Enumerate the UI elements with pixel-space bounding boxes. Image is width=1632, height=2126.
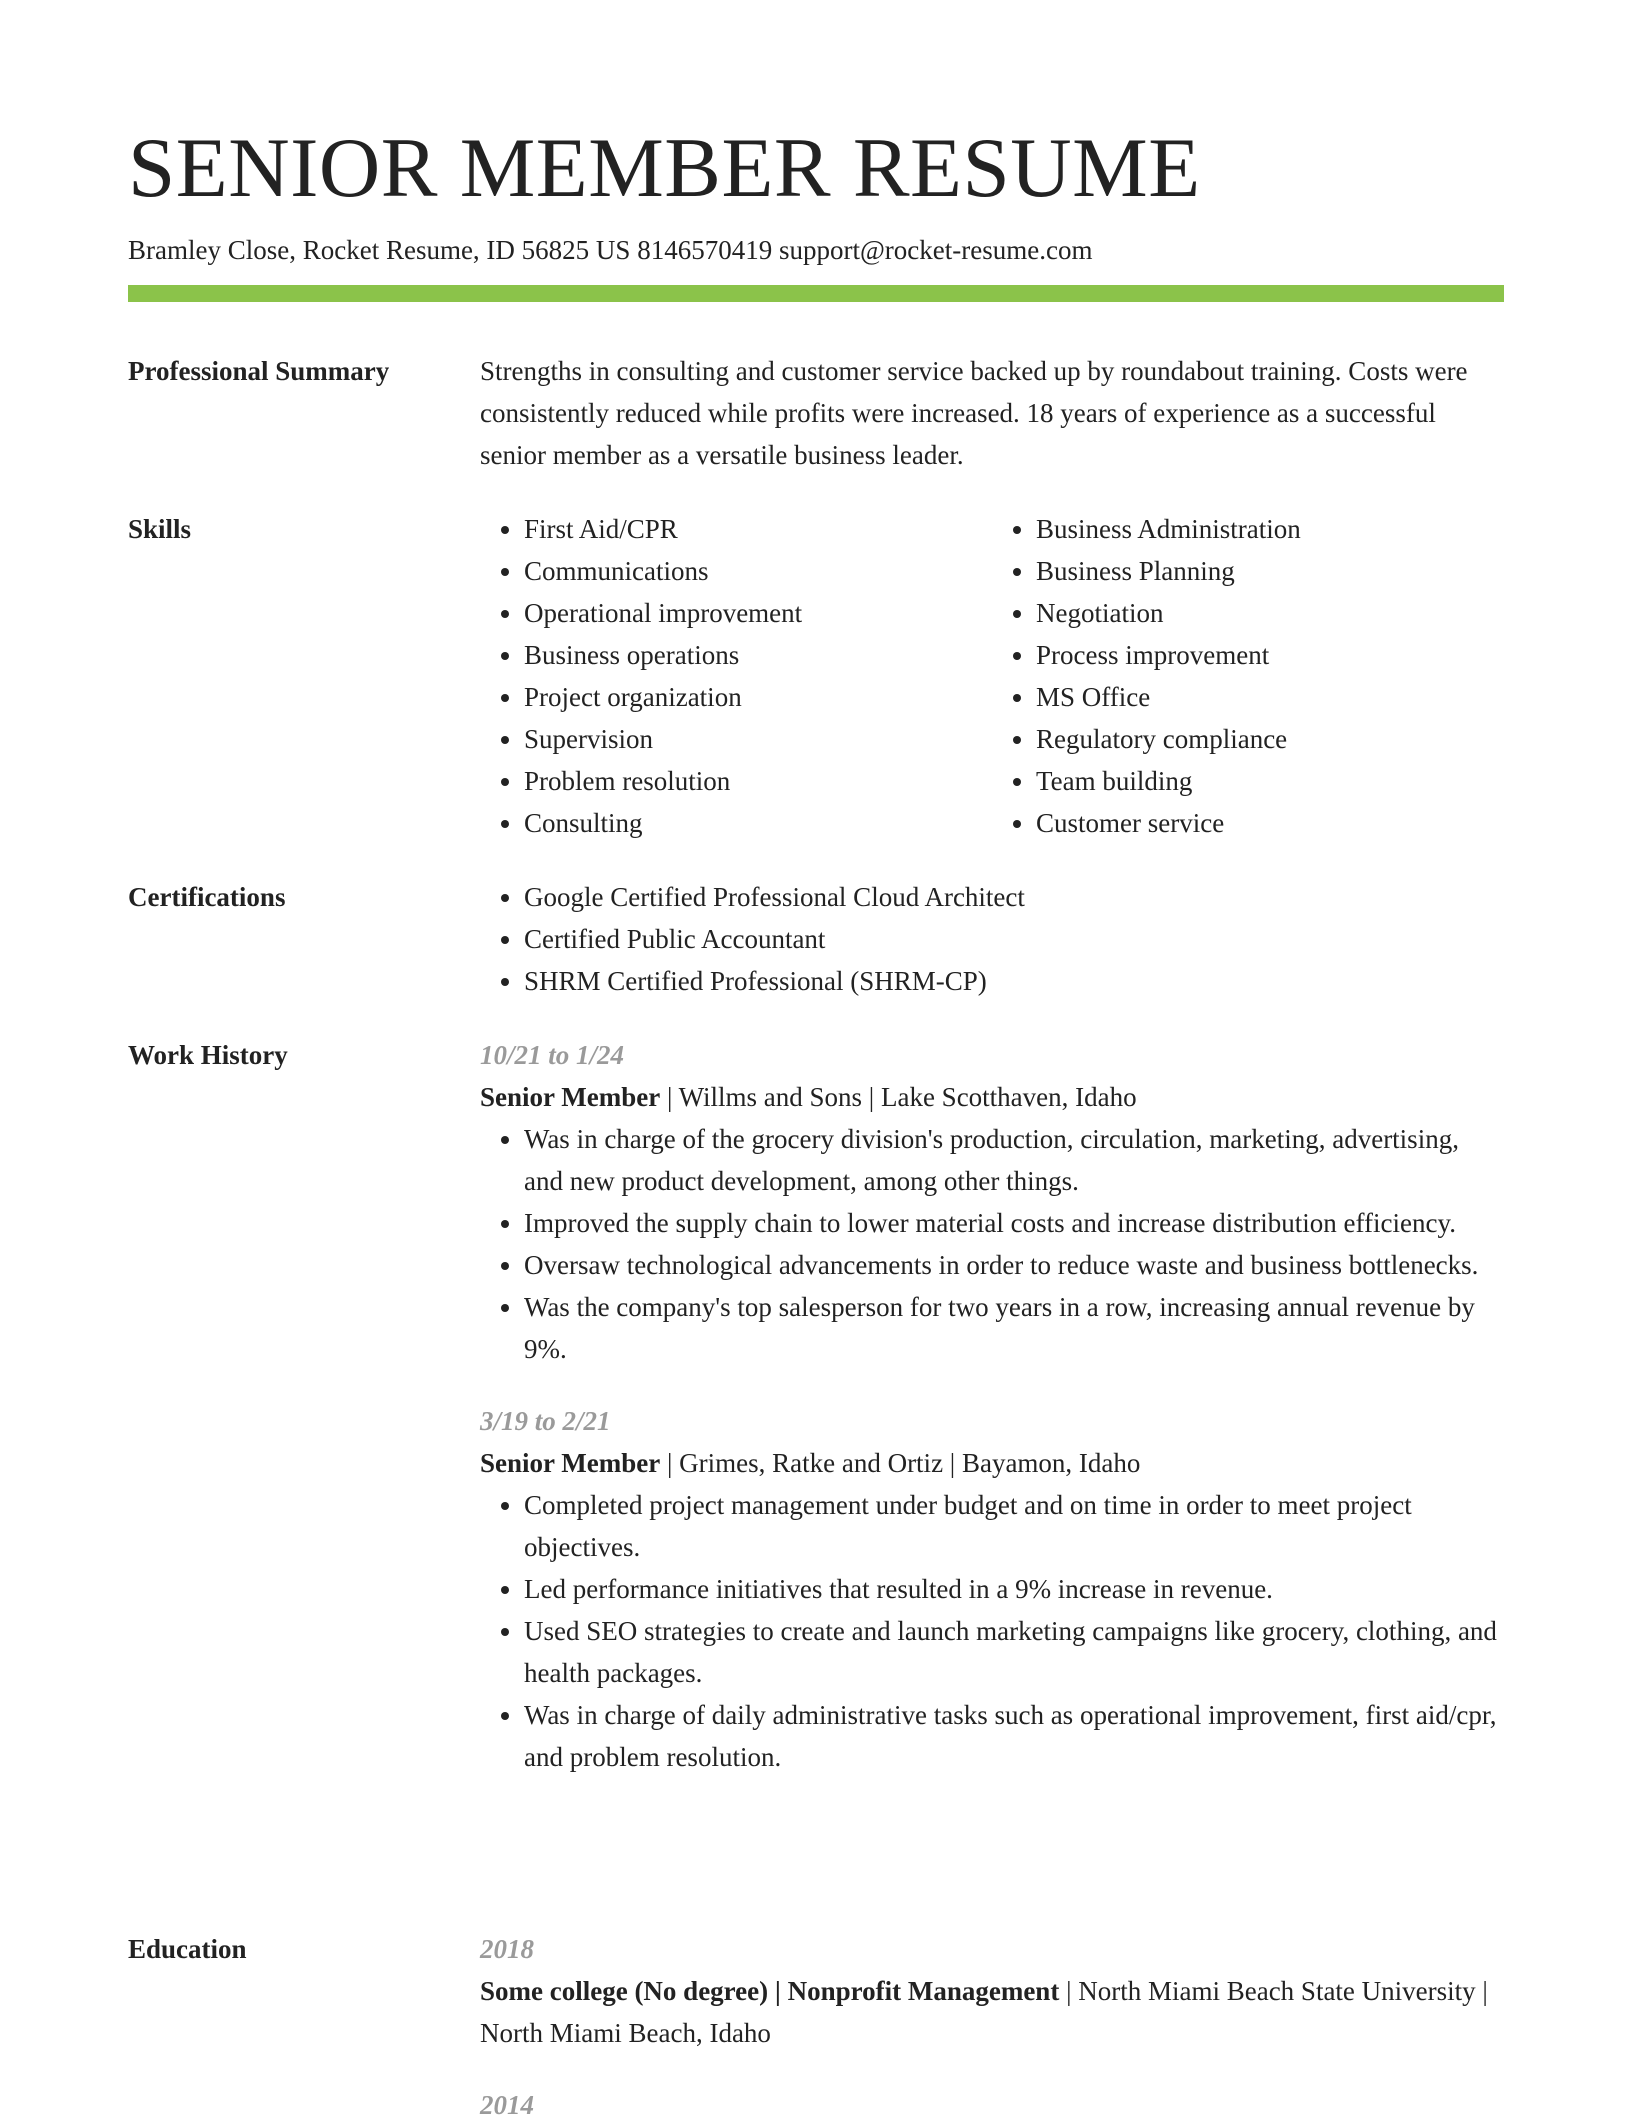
summary-body [480,350,1504,476]
certifications-list [480,876,1504,1002]
section-title-work-history: Work History [128,1040,288,1070]
job-employer-location: | Grimes, Ratke and Ortiz | Bayamon, Idaho [660,1448,1141,1478]
job-duties-list [480,1118,1504,1370]
summary-text: Strengths in consulting and customer service backed up by roundabout training. Costs were consistently reduced while profits were increased. 18 years of experience as a successful senior member as a versatile business leader. [480,356,1468,470]
job-title-line [480,1076,1504,1118]
section-title-summary: Professional Summary [128,356,390,386]
job-duty: • Was the company's top salesperson for two years in a row, increasing annual revenue by 9%. [524,1286,1504,1370]
section-title-education: Education [128,1934,247,1964]
job-duty: • Was in charge of the grocery division's production, circulation, marketing, advertising, and new product development, among other things. [524,1118,1504,1202]
job-entry [480,1034,1504,1370]
skill-item: • Supervision [524,718,992,760]
certifications-body [480,876,1504,1002]
job-role: Senior Member [480,1448,661,1478]
job-duty: • Was in charge of daily administrative tasks such as operational improvement, first aid/cpr, and problem resolution. [524,1694,1504,1778]
section-title-certifications: Certifications [128,882,286,912]
work-history-body [480,1034,1504,1808]
education-year: 2018 [480,1934,534,1964]
skill-item: • Business operations [524,634,992,676]
job-title-line [480,1442,1504,1484]
education-degree-line [480,1970,1504,2054]
skill-item: • Customer service [1036,802,1504,844]
education-body [480,1928,1504,2126]
skills-list-left [480,508,992,844]
resume-title: SENIOR MEMBER RESUME [128,121,1201,215]
job-duty: • Used SEO strategies to create and launch marketing campaigns like grocery, clothing, and health packages. [524,1610,1504,1694]
section-title-skills: Skills [128,514,192,544]
skill-item: • Consulting [524,802,992,844]
skill-item: • MS Office [1036,676,1504,718]
accent-divider [128,285,1504,302]
skill-item: • Regulatory compliance [1036,718,1504,760]
certification-item: • Google Certified Professional Cloud Architect [524,876,1504,918]
education-degree: Some college (No degree) | Nonprofit Management [480,1976,1060,2006]
skill-item: • Project organization [524,676,992,718]
job-duty: • Completed project management under budget and on time in order to meet project objectives. [524,1484,1504,1568]
skill-item: • Problem resolution [524,760,992,802]
skill-item: • Communications [524,550,992,592]
job-duty: • Oversaw technological advancements in order to reduce waste and business bottlenecks. [524,1244,1504,1286]
skills-body [480,508,1504,844]
skill-item: • First Aid/CPR [524,508,992,550]
skill-item: • Business Administration [1036,508,1504,550]
skill-item: • Business Planning [1036,550,1504,592]
skills-list-right [992,508,1504,844]
job-duties-list [480,1484,1504,1778]
job-dates: 10/21 to 1/24 [480,1040,625,1070]
skill-item: • Operational improvement [524,592,992,634]
education-year: 2014 [480,2090,534,2120]
contact-line: Bramley Close, Rocket Resume, ID 56825 US 8146570419 support@rocket-resume.com [128,235,1093,265]
certification-item: • SHRM Certified Professional (SHRM-CP) [524,960,1504,1002]
certification-item: • Certified Public Accountant [524,918,1504,960]
job-entry [480,1400,1504,1778]
job-duty: • Improved the supply chain to lower material costs and increase distribution efficiency. [524,1202,1504,1244]
skill-item: • Negotiation [1036,592,1504,634]
education-school-location: | North Miami Beach State University | North Miami Beach, Idaho [480,1976,1488,2048]
job-dates: 3/19 to 2/21 [480,1406,611,1436]
skill-item: • Team building [1036,760,1504,802]
skill-item: • Process improvement [1036,634,1504,676]
job-duty: • Led performance initiatives that resulted in a 9% increase in revenue. [524,1568,1504,1610]
job-role: Senior Member [480,1082,661,1112]
job-employer-location: | Willms and Sons | Lake Scotthaven, Idaho [660,1082,1137,1112]
